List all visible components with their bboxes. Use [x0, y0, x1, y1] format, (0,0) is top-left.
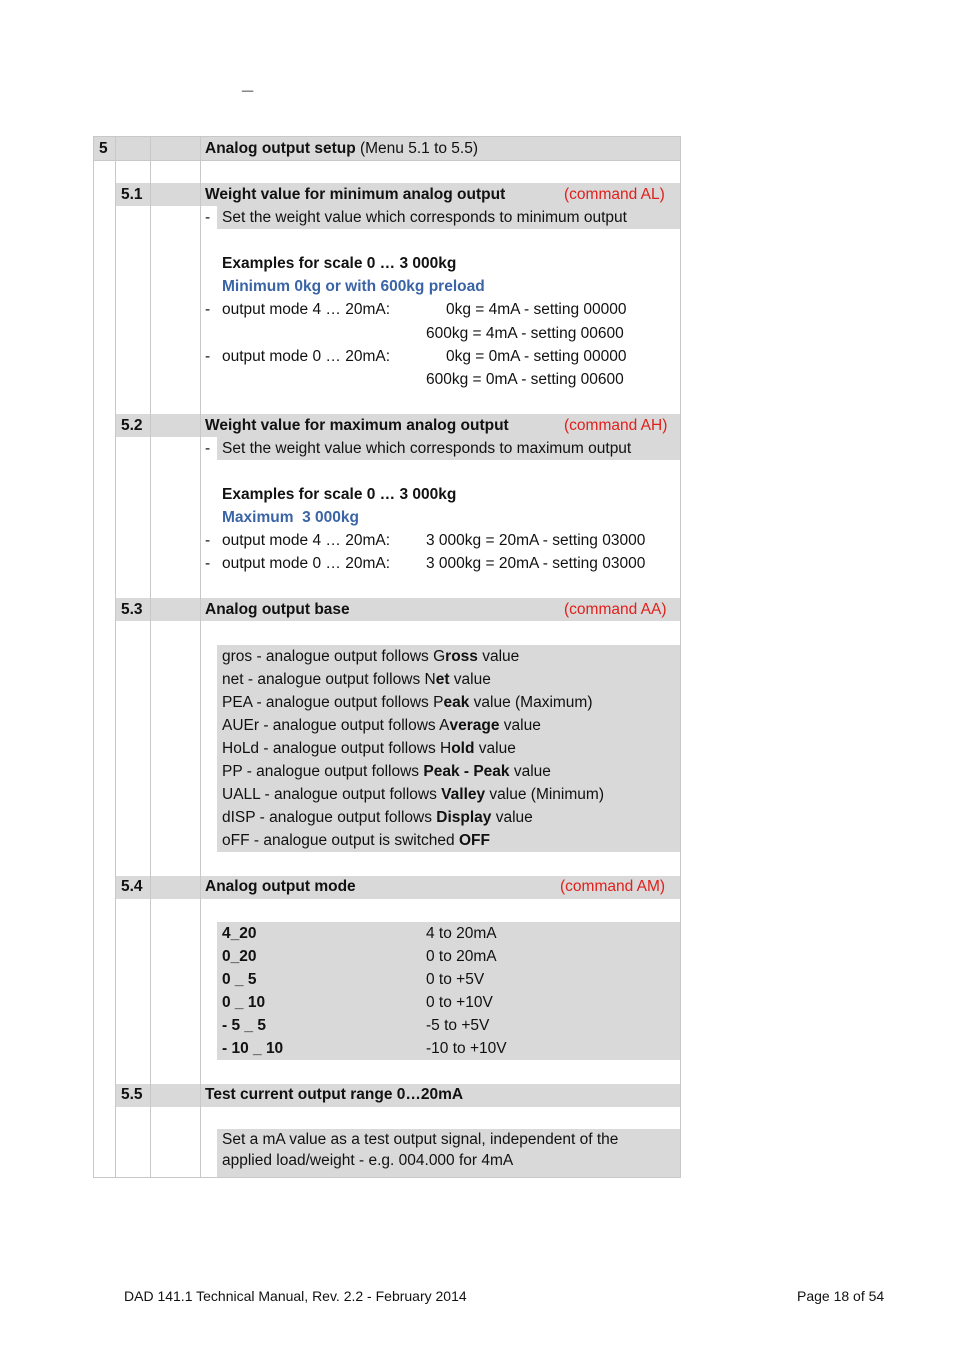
- mode-desc: 0 to +5V: [426, 971, 485, 988]
- section-number: 5: [99, 140, 108, 157]
- grid-line: [93, 136, 94, 1178]
- s55-desc-line: applied load/weight - e.g. 004.000 for 4mA: [222, 1152, 514, 1169]
- mode-code: - 5 _ 5: [222, 1017, 266, 1034]
- s51-desc-dash: -: [205, 209, 211, 226]
- s52-command: (command AH): [564, 417, 668, 434]
- mode-desc: 0 to +10V: [426, 994, 493, 1011]
- s51-desc: Set the weight value which corresponds to minimum output: [222, 209, 627, 226]
- s51-row-label: output mode 0 … 20mA:: [222, 348, 391, 365]
- s52-subheading: Maximum 3 000kg: [222, 509, 359, 526]
- list-item: HoLd - analogue output follows Hold value: [222, 740, 516, 757]
- s51-row-label: output mode 4 … 20mA:: [222, 301, 391, 318]
- s51-number: 5.1: [121, 186, 143, 203]
- mode-desc: -5 to +5V: [426, 1017, 490, 1034]
- list-item: AUEr - analogue output follows Average value: [222, 717, 541, 734]
- s52-number: 5.2: [121, 417, 143, 434]
- mode-code: 0_20: [222, 948, 257, 965]
- s52-row-dash: -: [205, 532, 211, 549]
- s52-row-dash: -: [205, 555, 211, 572]
- grid-line: [93, 160, 681, 161]
- s53-number: 5.3: [121, 601, 143, 618]
- grid-line: [93, 136, 681, 137]
- s52-row-label: output mode 0 … 20mA:: [222, 555, 391, 572]
- s52-row-value: 3 000kg = 20mA - setting 03000: [426, 532, 646, 549]
- mode-code: 4_20: [222, 925, 257, 942]
- list-item: net - analogue output follows Net value: [222, 671, 491, 688]
- list-item: dISP - analogue output follows Display value: [222, 809, 533, 826]
- s51-examples-heading: Examples for scale 0 … 3 000kg: [222, 255, 457, 272]
- s54-number: 5.4: [121, 878, 143, 895]
- mode-desc: 0 to 20mA: [426, 948, 497, 965]
- footer-page-number: Page 18 of 54: [797, 1288, 885, 1304]
- s52-row-label: output mode 4 … 20mA:: [222, 532, 391, 549]
- list-item: UALL - analogue output follows Valley value (Minimum): [222, 786, 604, 803]
- section-title-rest: (Menu 5.1 to 5.5): [355, 140, 479, 157]
- s51-row-dash: -: [205, 301, 211, 318]
- section-title: [205, 138, 478, 160]
- s53-title: Analog output base: [205, 601, 350, 618]
- list-item: gros - analogue output follows Gross value: [222, 648, 520, 665]
- s51-row-value: 0kg = 4mA - setting 00000: [446, 301, 627, 318]
- grid-line: [680, 136, 681, 1178]
- section-title-bold: Analog output setup: [205, 140, 356, 157]
- s51-row-value: 0kg = 0mA - setting 00000: [446, 348, 627, 365]
- stray-dash-mark: _: [242, 72, 254, 94]
- grid-line: [93, 1177, 681, 1178]
- s52-examples-heading: Examples for scale 0 … 3 000kg: [222, 486, 457, 503]
- list-item: oFF - analogue output is switched OFF: [222, 832, 490, 849]
- mode-desc: -10 to +10V: [426, 1040, 507, 1057]
- s55-desc-line: Set a mA value as a test output signal, independent of the: [222, 1131, 619, 1148]
- s51-title: Weight value for minimum analog output: [205, 186, 506, 203]
- s54-title: Analog output mode: [205, 878, 356, 895]
- s53-command: (command AA): [564, 601, 667, 618]
- s51-row-value: 600kg = 4mA - setting 00600: [426, 325, 624, 342]
- s51-command: (command AL): [564, 186, 665, 203]
- grid-line: [150, 136, 151, 1178]
- s51-row-value: 600kg = 0mA - setting 00600: [426, 371, 624, 388]
- grid-line: [115, 136, 116, 1178]
- s52-desc-dash: -: [205, 440, 211, 457]
- mode-desc: 4 to 20mA: [426, 925, 497, 942]
- s51-row-dash: -: [205, 348, 211, 365]
- footer-document-title: DAD 141.1 Technical Manual, Rev. 2.2 - February 2014: [124, 1288, 467, 1304]
- s54-command: (command AM): [560, 878, 666, 895]
- s51-subheading: Minimum 0kg or with 600kg preload: [222, 278, 485, 295]
- settings-table: [93, 136, 681, 1178]
- mode-code: 0 _ 10: [222, 994, 266, 1011]
- grid-line: [200, 136, 201, 1178]
- mode-code: 0 _ 5: [222, 971, 257, 988]
- s52-row-value: 3 000kg = 20mA - setting 03000: [426, 555, 646, 572]
- s52-desc: Set the weight value which corresponds to maximum output: [222, 440, 632, 457]
- s55-number: 5.5: [121, 1086, 143, 1103]
- s52-title: Weight value for maximum analog output: [205, 417, 509, 434]
- list-item: PP - analogue output follows Peak - Peak value: [222, 763, 551, 780]
- s55-title: Test current output range 0…20mA: [205, 1086, 464, 1103]
- mode-code: - 10 _ 10: [222, 1040, 284, 1057]
- list-item: PEA - analogue output follows Peak value (Maximum): [222, 694, 593, 711]
